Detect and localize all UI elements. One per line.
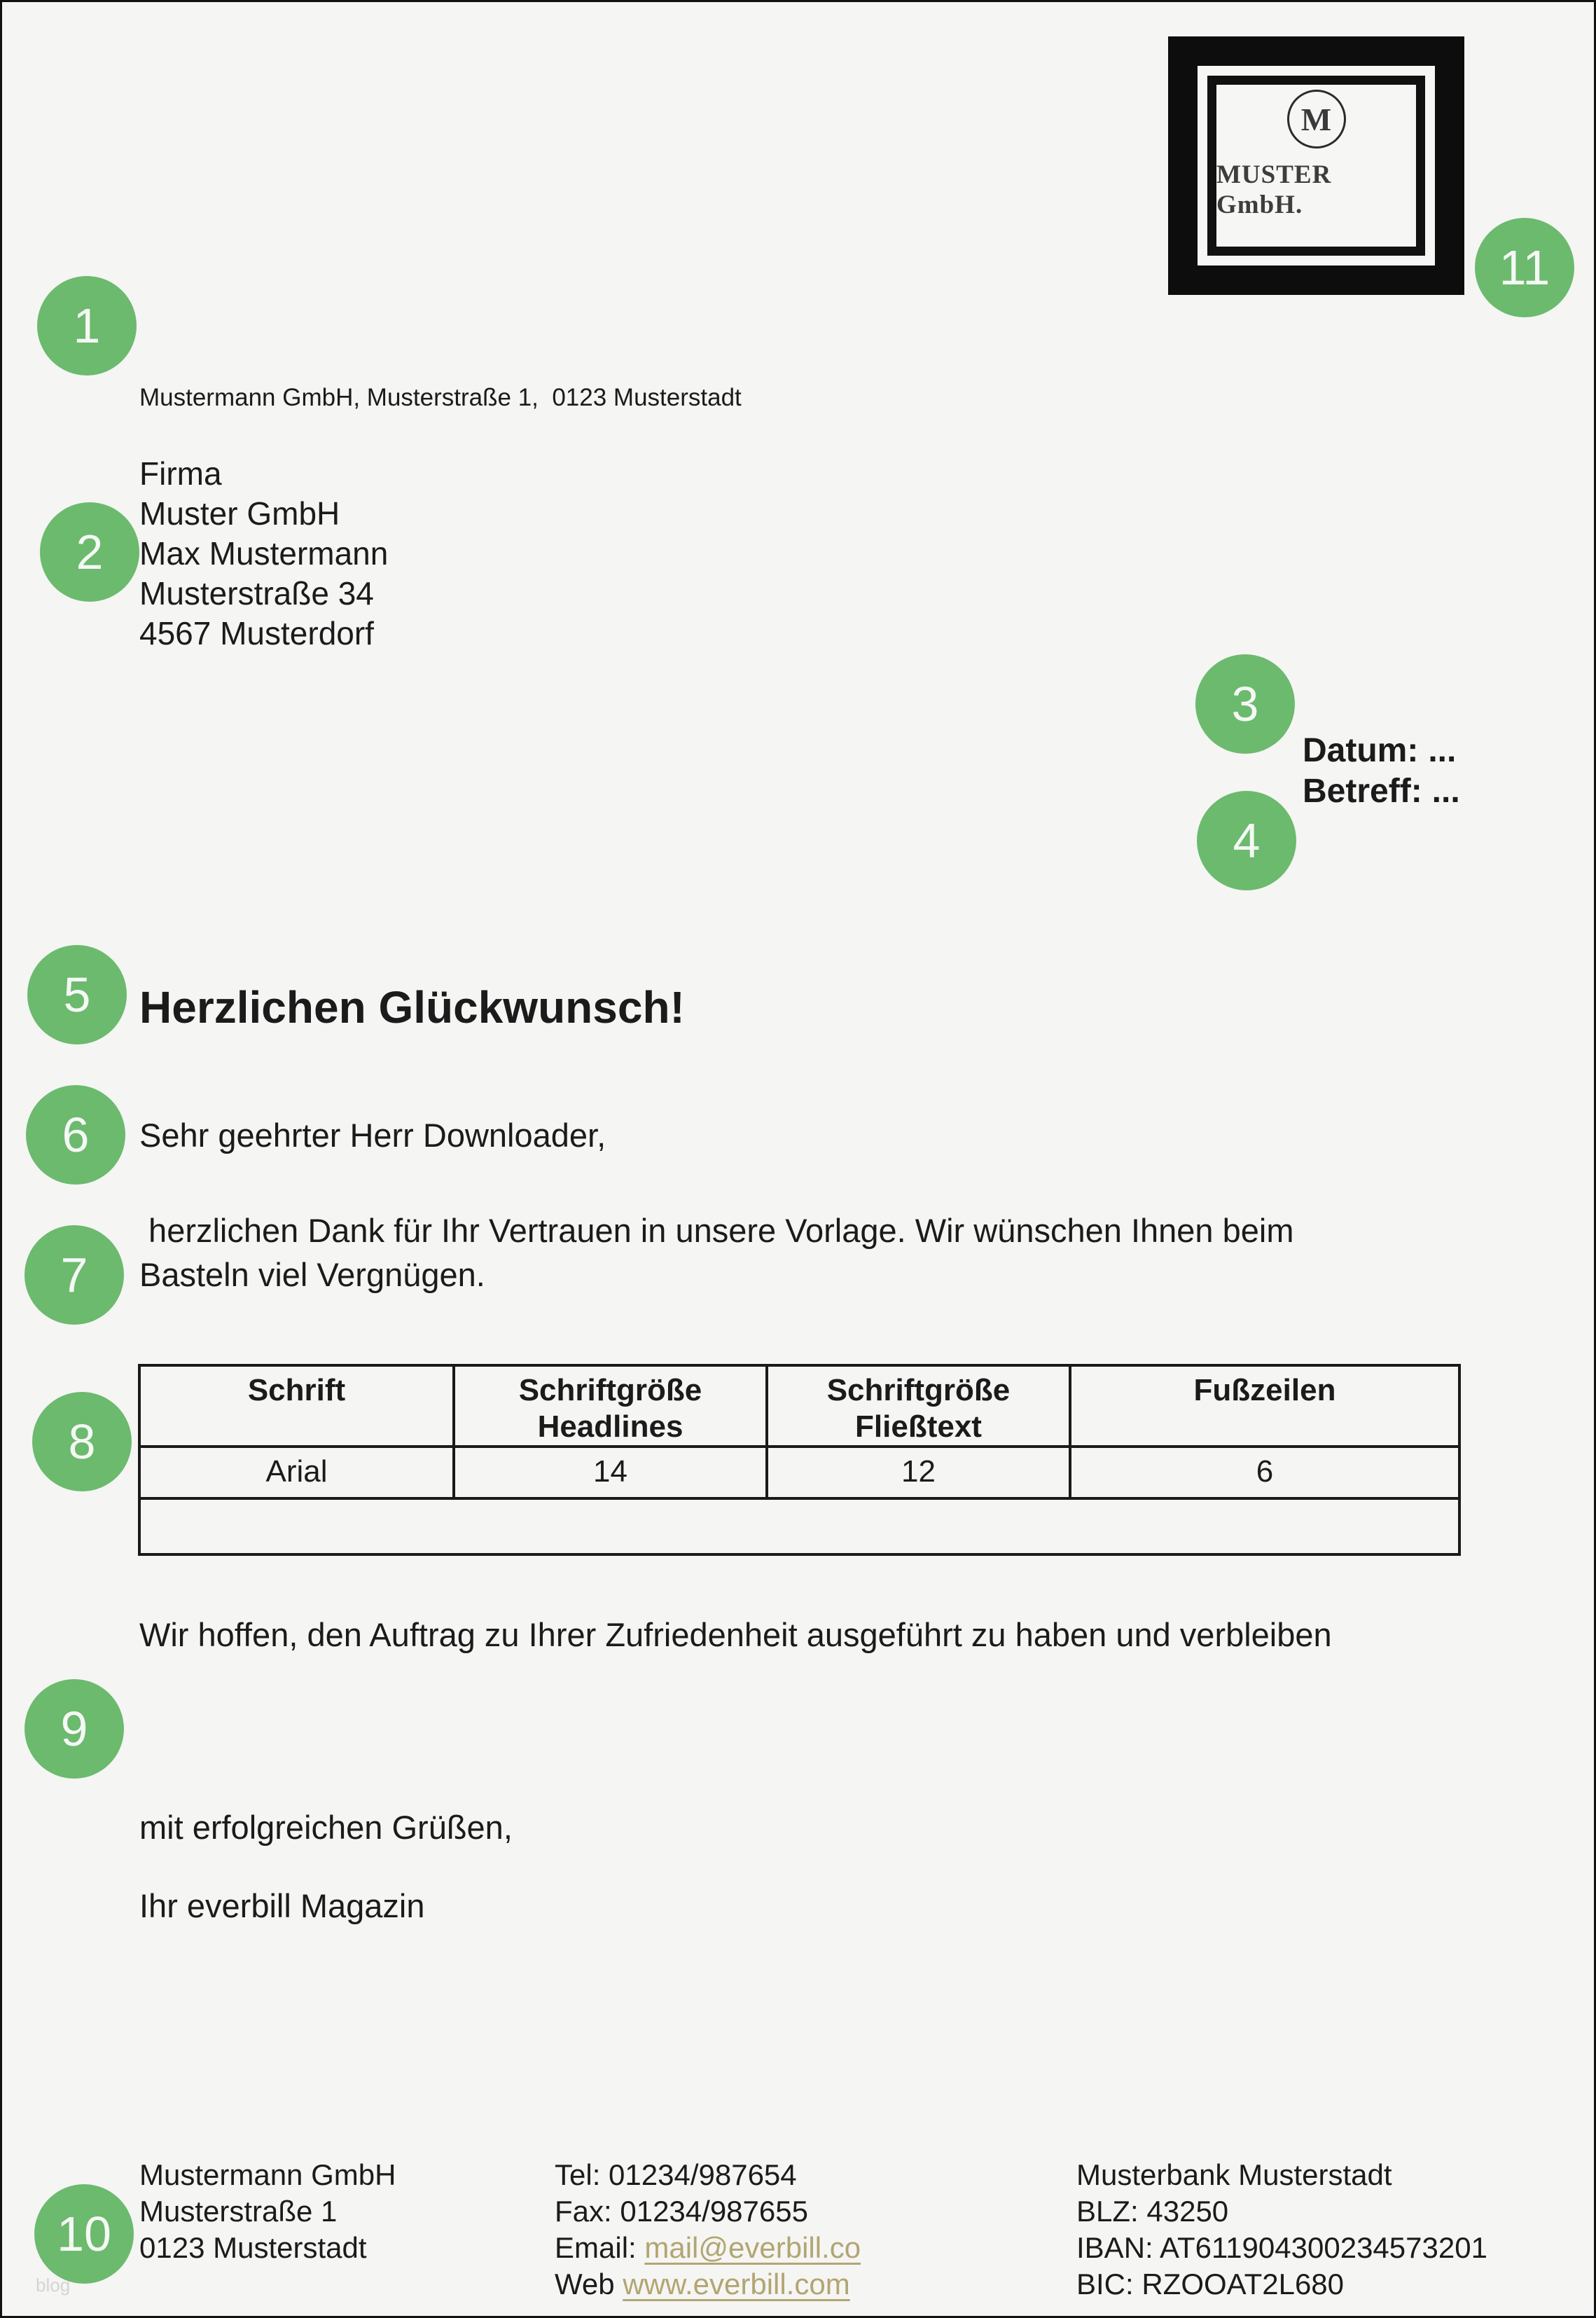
table-header-fliesstext-line2: Fließtext [855,1409,982,1444]
subject-row [1303,771,1460,812]
footer-web-row [555,2266,861,2303]
marker-7 [25,1225,124,1325]
logo-inner-frame [1207,76,1425,256]
table-header-schrift [141,1367,455,1445]
table-header-headlines [455,1367,768,1445]
table-header-fliesstext [768,1367,1071,1445]
table-header-fusszeilen-line1: Fußzeilen [1193,1373,1336,1407]
logo-frame [1198,66,1435,265]
table-empty-row [141,1500,1458,1553]
table-header-schrift-line1: Schrift [247,1373,346,1407]
marker-3 [1195,654,1295,754]
footer-company-name: Mustermann GmbH [139,2158,396,2191]
table-data-row [141,1448,1458,1500]
marker-2 [40,502,139,602]
table-cell-body-size: 12 [768,1448,1071,1497]
footer-email-link[interactable]: mail@everbill.co [644,2231,861,2264]
marker-4 [1197,791,1296,890]
footer-bank-iban: IBAN: AT611904300234573201 [1076,2231,1487,2264]
marker-10-label: 10 [57,2207,111,2261]
table-header-row [141,1367,1458,1448]
logo-monogram: M [1300,101,1332,137]
marker-9-label: 9 [60,1702,88,1756]
recipient-line-name: Max Mustermann [139,535,389,572]
body-paragraph-1 [139,1208,1294,1297]
table-cell-footer-size: 6 [1256,1454,1274,1489]
recipient-line-company: Muster GmbH [139,495,340,532]
footer-bank-bic: BIC: RZOOAT2L680 [1076,2268,1345,2300]
marker-2-label: 2 [76,525,104,579]
marker-8 [32,1392,132,1491]
date-value: ... [1428,732,1457,769]
marker-5-label: 5 [63,967,91,1022]
footer-bank-name: Musterbank Musterstadt [1076,2158,1392,2191]
table-header-headlines-line2: Headlines [537,1409,683,1444]
date-row [1303,731,1460,771]
marker-10 [34,2184,134,2284]
marker-9 [25,1679,124,1779]
marker-1 [37,276,137,375]
footer-bank-blz: BLZ: 43250 [1076,2195,1229,2228]
recipient-line-city: 4567 Musterdorf [139,615,374,651]
salutation-line: Sehr geehrter Herr Downloader, [139,1117,606,1154]
marker-8-label: 8 [68,1414,96,1469]
footer-fax: Fax: 01234/987655 [555,2195,808,2228]
footer-company-city: 0123 Musterstadt [139,2231,367,2264]
font-spec-table [138,1364,1461,1556]
body-paragraph-2: Wir hoffen, den Auftrag zu Ihrer Zufriedenheit ausgeführt zu haben und verbleiben [139,1616,1332,1653]
table-header-fliesstext-line1: Schriftgröße [826,1373,1011,1407]
marker-4-label: 4 [1233,813,1261,868]
footer-email-label: Email: [555,2231,645,2264]
marker-6-label: 6 [62,1108,90,1162]
sender-line: Mustermann GmbH, Musterstraße 1, 0123 Musterstadt [139,384,742,411]
logo-company-name: MUSTER GmbH. [1216,160,1332,219]
recipient-line-street: Musterstraße 34 [139,575,374,612]
footer-company-street: Musterstraße 1 [139,2195,338,2228]
marker-1-label: 1 [73,298,101,353]
table-cell-font: Arial [141,1448,455,1497]
body-paragraph-1-line-2: Basteln viel Vergnügen. [139,1256,485,1293]
table-header-headlines-line1: Schriftgröße [518,1373,702,1407]
subject-value: ... [1431,773,1460,810]
marker-7-label: 7 [60,1248,88,1302]
table-header-fusszeilen [1071,1367,1458,1445]
signature-line: Ihr everbill Magazin [139,1887,425,1924]
marker-3-label: 3 [1231,677,1259,731]
marker-11-label: 11 [1499,240,1550,295]
marker-5 [27,945,127,1044]
company-logo [1168,36,1464,295]
footer-web-link[interactable]: www.everbill.com [623,2268,850,2300]
recipient-line-firma: Firma [139,455,222,492]
footer-company-column [139,2157,396,2266]
footer-bank-column [1076,2157,1487,2303]
footer-contact-column [555,2157,861,2303]
meta-block [1303,731,1460,812]
footer-web-label: Web [555,2268,623,2300]
body-paragraph-1-line-1: herzlichen Dank für Ihr Vertrauen in unsere Vorlage. Wir wünschen Ihnen beim [139,1212,1294,1249]
closing-line: mit erfolgreichen Grüßen, [139,1809,513,1846]
footer-email-row [555,2230,861,2266]
subject-label: Betreff: [1303,773,1422,810]
monogram-circle-icon [1287,90,1346,149]
marker-6 [26,1085,125,1185]
marker-11 [1475,218,1574,317]
letter-headline: Herzlichen Glückwunsch! [139,982,685,1033]
recipient-address [139,454,388,654]
date-label: Datum: [1303,732,1419,769]
watermark-text: blog [36,2275,71,2296]
table-cell-headline-size: 14 [455,1448,768,1497]
footer-tel: Tel: 01234/987654 [555,2158,797,2191]
